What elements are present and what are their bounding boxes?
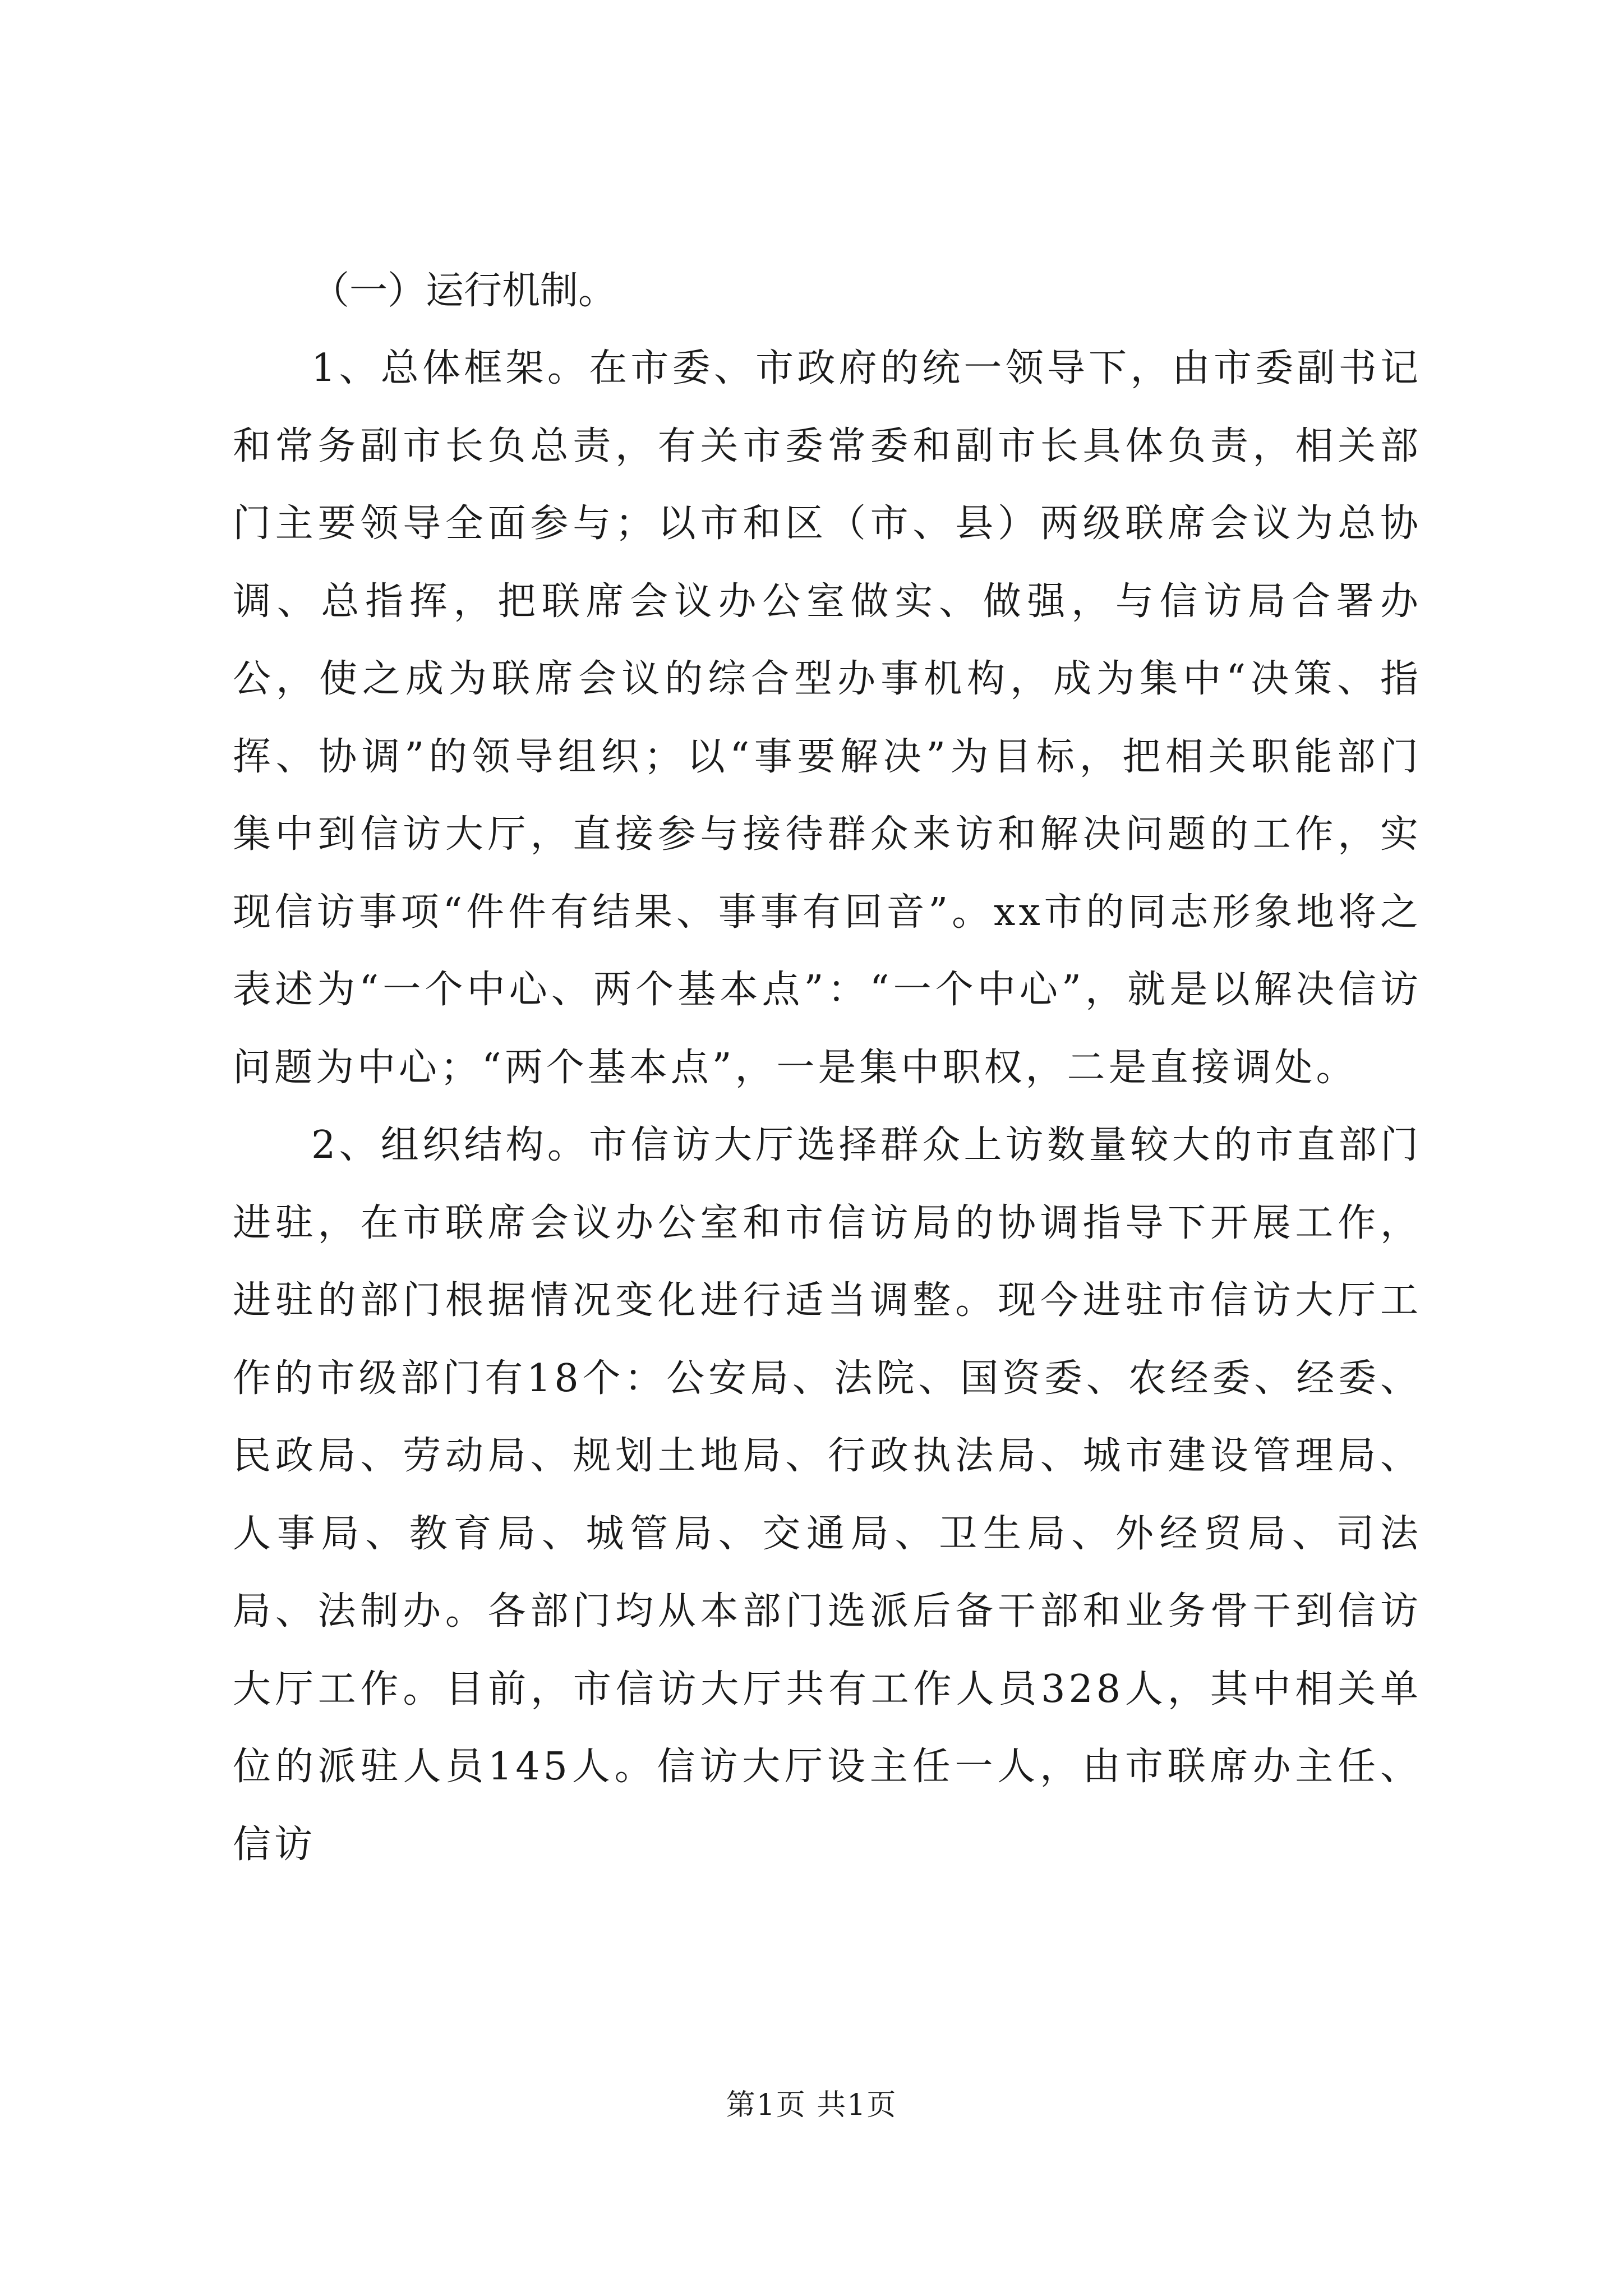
- paragraph-organization-structure: 2、组织结构。市信访大厅选择群众上访数量较大的市直部门进驻，在市联席会议办公室和市信访局的协调指导下开展工作，进驻的部门根据情况变化进行适当调整。现今进驻市信访大厅工作的市级部门有18个：公安局、法院、国资委、农经委、经委、民政局、劳动局、规划土地局、行政执法局、城市建设管理局、人事局、教育局、城管局、交通局、卫生局、外经贸局、司法局、法制办。各部门均从本部门选派后备干部和业务骨干到信访大厅工作。目前，市信访大厅共有工作人员328人，其中相关单位的派驻人员145人。信访大厅设主任一人，由市联席办主任、信访: [233, 1123, 1422, 1867]
- paragraph-overall-framework: 1、总体框架。在市委、市政府的统一领导下，由市委副书记和常务副市长负总责，有关市委常委和副市长具体负责，相关部门主要领导全面参与；以市和区（市、县）两级联席会议为总协调、总指挥，把联席会议办公室做实、做强，与信访局合署办公，使之成为联席会议的综合型办事机构，成为集中“决策、指挥、协调”的领导组织；以“事要解决”为目标，把相关职能部门集中到信访大厅，直接参与接待群众来访和解决问题的工作，实现信访事项“件件有结果、事事有回音”。xx市的同志形象地将之表述为“一个中心、两个基本点”：“一个中心”，就是以解决信访问题为中心；“两个基本点”，一是集中职权，二是直接调处。: [233, 346, 1422, 1090]
- section-heading: （一）运行机制。: [311, 269, 617, 313]
- document-body: [233, 252, 1422, 1884]
- page-footer: 第1页 共1页: [726, 2088, 897, 2122]
